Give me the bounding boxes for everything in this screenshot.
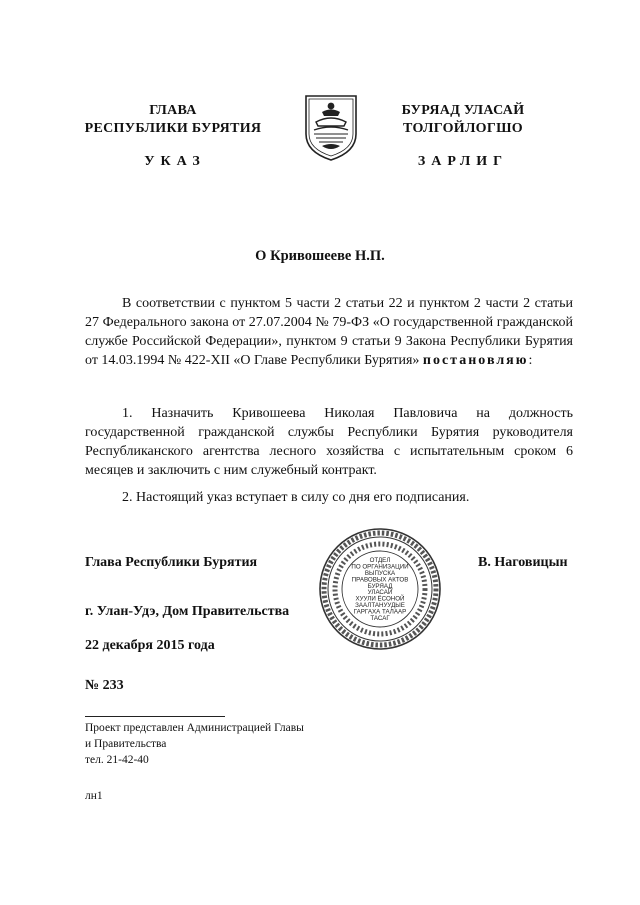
doc-type-ru: УКАЗ (144, 154, 206, 169)
issuer-ru-line2: РЕСПУБЛИКИ БУРЯТИЯ (84, 121, 262, 136)
preamble-text: В соответствии с пунктом 5 части 2 статьи 22 и пунктом 2 части 2 статьи 27 Федерального закона от 27.07.2004 № 79-ФЗ «О государственной гражданской службе Российской Федерации», пунктом 9 статьи 9 Закона Республики Бурятия от 14.03.1994 № 422-XII «О Главе Республики Бурятия» (85, 296, 573, 368)
issuer-bua-line2: ТОЛГОЙЛОГШО (403, 121, 523, 136)
stamp-text-line: УЛАСАЙ (367, 589, 393, 597)
footer-line3: тел. 21-42-40 (85, 754, 149, 766)
stamp-text-line: ВЫПУСКА (364, 570, 396, 577)
issuer-bua (368, 102, 558, 138)
document-title: О Кривошееве Н.П. (255, 248, 385, 264)
issue-place: г. Улан-Удэ, Дом Правительства (85, 604, 290, 619)
issuer-bua-line1: БУРЯАД УЛАСАЙ (401, 103, 525, 118)
signatory-position: Глава Республики Бурятия (85, 555, 258, 570)
stamp-text-line: ЗААЛТАНУУДЫЕ (355, 602, 405, 609)
official-stamp (318, 527, 442, 651)
stamp-text-line: ПО ОРГАНИЗАЦИИ (351, 563, 409, 571)
doc-type-bua: ЗАРЛИГ (417, 154, 509, 169)
stamp-text-line: ПРАВОВЫХ АКТОВ (351, 576, 409, 584)
stamp-text-line: ГАРГАХА ТАЛААР (353, 608, 407, 616)
decree-colon: : (528, 353, 533, 368)
stamp-text-line: ТАСАГ (370, 614, 390, 622)
footer-line1: Проект представлен Администрацией Главы (85, 722, 304, 734)
stamp-text-line: БУРЯАД (367, 582, 393, 590)
preamble-paragraph (85, 294, 573, 370)
issuer-ru (78, 102, 268, 138)
footer-note (85, 720, 304, 768)
decree-word: постановляю (422, 353, 529, 368)
issue-date: 22 декабря 2015 года (85, 638, 215, 653)
signatory-name: В. Наговицын (478, 555, 568, 570)
document-code: лн1 (85, 790, 103, 802)
item-2-paragraph: 2. Настоящий указ вступает в силу со дня его подписания. (122, 490, 470, 505)
issuer-ru-line1: ГЛАВА (149, 103, 197, 118)
decree-number: № 233 (85, 678, 124, 693)
coat-of-arms-icon (300, 90, 362, 162)
footer-divider (85, 716, 225, 717)
stamp-text-line: ХУУЛИ ЁСОНОЙ (355, 595, 405, 603)
footer-line2: и Правительства (85, 738, 167, 750)
stamp-text-line: ОТДЕЛ (369, 557, 391, 565)
item-1-paragraph: 1. Назначить Кривошеева Николая Павловича на должность государственной гражданской службы Республики Бурятия руководителя Республиканского агентства лесного хозяйства с испытательным сроком 6 месяцев и заключить с ним служебный контракт. (85, 406, 573, 478)
